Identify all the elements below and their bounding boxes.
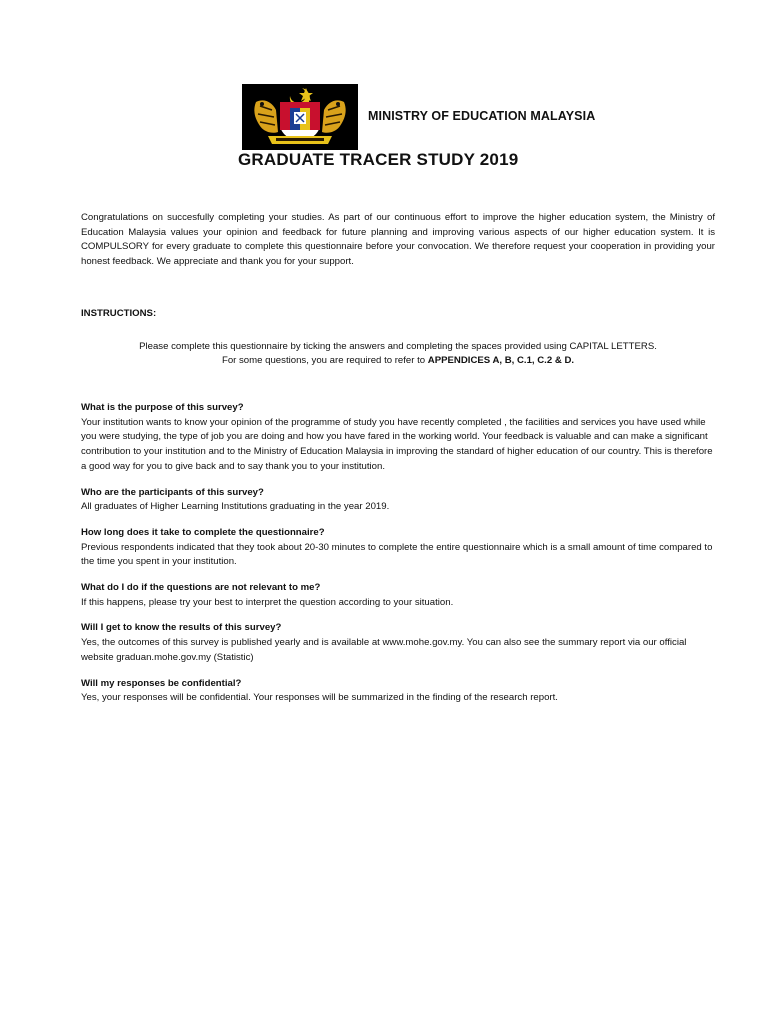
faq-question: What is the purpose of this survey? <box>81 402 244 413</box>
document-title: GRADUATE TRACER STUDY 2019 <box>238 150 519 169</box>
ministry-name: MINISTRY OF EDUCATION MALAYSIA <box>368 109 596 123</box>
faq-section <box>81 401 715 717</box>
faq-answer: If this happens, please try your best to interpret the question according to your situation. <box>81 596 454 608</box>
faq-item <box>81 526 715 570</box>
faq-question: Will my responses be confidential? <box>81 677 242 689</box>
faq-item <box>81 677 715 706</box>
instructions-line-1: Please complete this questionnaire by ticking the answers and completing the spaces provided using CAPITAL LETTERS. <box>139 341 657 352</box>
faq-item <box>81 621 715 665</box>
faq-question: Who are the participants of this survey? <box>81 486 264 498</box>
instructions-line-2-prefix: For some questions, you are required to refer to <box>221 355 428 366</box>
faq-answer: Yes, the outcomes of this survey is published yearly and is available at www.mohe.gov.my. You can also see the summary report via our official website graduan.mohe.gov.my (Statistic) <box>81 637 687 663</box>
faq-question: Will I get to know the results of this survey? <box>81 622 282 634</box>
faq-item <box>81 401 715 475</box>
malaysia-coat-of-arms-icon <box>242 84 358 150</box>
instructions-heading: INSTRUCTIONS: <box>81 308 157 319</box>
faq-item <box>81 486 715 515</box>
faq-answer: Yes, your responses will be confidential. Your responses will be summarized in the finding of the research report. <box>81 692 558 704</box>
faq-question: What do I do if the questions are not relevant to me? <box>81 582 321 594</box>
instructions-line-2 <box>81 355 715 366</box>
faq-question: How long does it take to complete the questionnaire? <box>81 526 325 538</box>
faq-answer: All graduates of Higher Learning Institutions graduating in the year 2019. <box>81 501 390 513</box>
faq-answer: Previous respondents indicated that they took about 20-30 minutes to complete the entire questionnaire which is a small amount of time compared to the time you spent in your institution. <box>81 541 713 568</box>
intro-paragraph: Congratulations on succesfully completing your studies. As part of our continuous effort to improve the higher education system, the Ministry of Education Malaysia values your opinion and feedback for future planning and improving various aspects of our higher education system. It is COMPULSORY for every graduate to complete this questionnaire before your convocation. We therefore request your cooperation in providing your honest feedback. We appreciate and thank you for your support. <box>81 212 715 268</box>
instructions-appendices-reference: APPENDICES A, B, C.1, C.2 & D. <box>427 355 575 366</box>
faq-item <box>81 581 715 610</box>
faq-answer: Your institution wants to know your opinion of the programme of study you have recently completed , the facilities and services you have used while you were studying, the type of job you are doing and how you have fared in the working world. Your feedback is valuable and can make a significant contribution to your institution and to the Ministry of Education Malaysia in improving the standard of higher education of our country. This is therefore a good way for you to give back and to say thank you to your institution. <box>81 416 713 472</box>
